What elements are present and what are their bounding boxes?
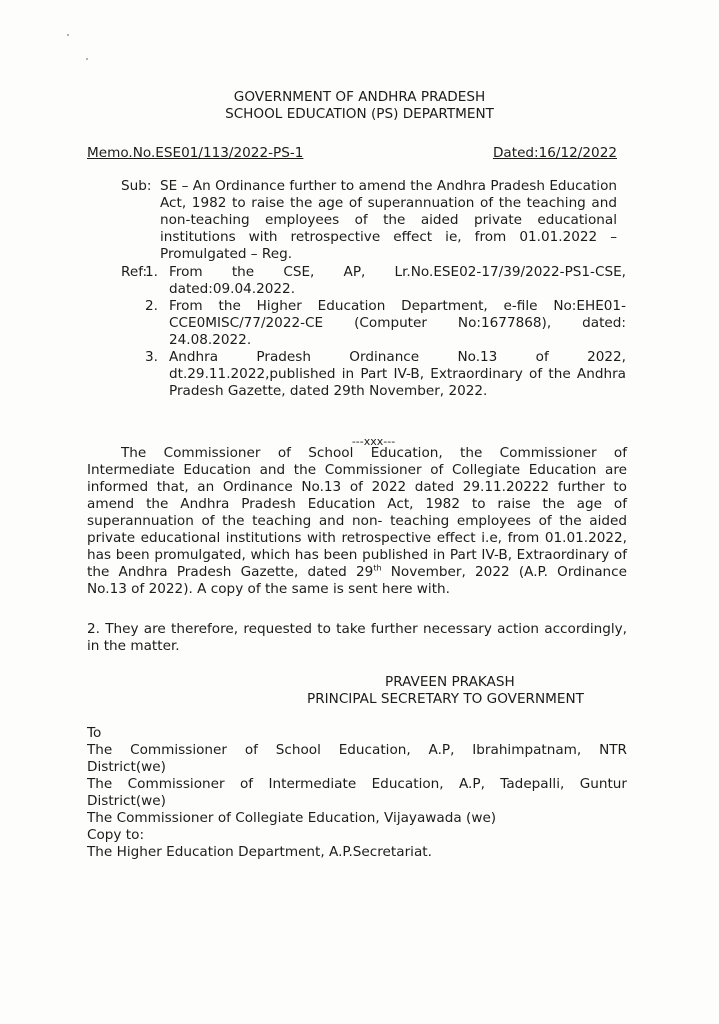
reference-text: From the CSE, AP, Lr.No.ESE02-17/39/2022-PS1-CSE, dated:09.04.2022. bbox=[169, 264, 626, 297]
reference-text: Andhra Pradesh Ordinance No.13 of 2022, dt.29.11.2022,published in Part IV-B, Extraordinary of the Andhra Pradesh Gazette, dated 29th November, 2022. bbox=[169, 349, 626, 399]
memo-date: Dated:16/12/2022 bbox=[492, 145, 617, 161]
signatory-name: PRAVEEN PRAKASH bbox=[385, 674, 515, 690]
recipient-line: District(we) bbox=[87, 759, 166, 775]
recipient-line: The Commissioner of Intermediate Education, A.P, Tadepalli, Guntur bbox=[87, 776, 627, 792]
reference-number: 1. bbox=[145, 264, 158, 280]
government-title: GOVERNMENT OF ANDHRA PRADESH bbox=[233, 89, 486, 105]
reference-item bbox=[145, 264, 626, 298]
reference-item bbox=[145, 349, 626, 400]
subject-label: Sub: bbox=[121, 178, 152, 194]
recipient-line: The Commissioner of Collegiate Education, Vijayawada (we) bbox=[87, 810, 497, 826]
scan-speck bbox=[67, 34, 69, 36]
reference-number: 2. bbox=[145, 298, 158, 314]
recipient-line: District(we) bbox=[87, 793, 166, 809]
body-paragraph-2: 2. They are therefore, requested to take further necessary action accordingly, in the matter. bbox=[87, 621, 627, 654]
recipient-line: The Commissioner of School Education, A.P, Ibrahimpatnam, NTR bbox=[87, 742, 627, 758]
letterhead bbox=[0, 89, 719, 123]
scan-speck bbox=[86, 58, 88, 60]
copy-recipient-line: The Higher Education Department, A.P.Secretariat. bbox=[87, 844, 432, 860]
body-paragraph-1 bbox=[87, 445, 627, 598]
subject-text: SE – An Ordinance further to amend the Andhra Pradesh Education Act, 1982 to raise the age of superannuation of the teaching and non-teaching employees of the aided private educational institutions with retrospective effect ie, from 01.01.2022 – Promulgated – Reg. bbox=[160, 178, 617, 262]
reference-number: 3. bbox=[145, 349, 158, 365]
body-paragraph-1-text-end: November, 2022 (A.P. Ordinance No.13 of 2022). A copy of the same is sent here with. bbox=[87, 564, 627, 597]
recipients-block bbox=[87, 725, 627, 861]
ordinal-suffix: th bbox=[373, 563, 382, 573]
references-label: Ref: bbox=[121, 264, 148, 280]
reference-item bbox=[145, 298, 626, 349]
section-separator: ---xxx--- bbox=[351, 435, 396, 448]
memo-number: Memo.No.ESE01/113/2022-PS-1 bbox=[87, 145, 304, 161]
body-paragraph-1-text: The Commissioner of School Education, the Commissioner of Intermediate Education and the Commissioner of Collegiate Education are informed that, an Ordinance No.13 of 2022 dated 29.11.20222 further to amend the Andhra Pradesh Education Act, 1982 to raise the age of superannuation of the teaching and non- teaching employees of the aided private educational institutions with retrospective effect i.e, from 01.01.2022, has been promulgated, which has been published in Part IV-B, Extraordinary of the Andhra Pradesh Gazette, dated 29 bbox=[87, 445, 627, 580]
reference-text: From the Higher Education Department, e-file No:EHE01-CCE0MISC/77/2022-CE (Computer No:1677868), dated: 24.08.2022. bbox=[169, 298, 626, 348]
department-title: SCHOOL EDUCATION (PS) DEPARTMENT bbox=[225, 106, 494, 122]
copy-to-label: Copy to: bbox=[87, 827, 145, 843]
to-label: To bbox=[87, 725, 102, 741]
signatory-designation: PRINCIPAL SECRETARY TO GOVERNMENT bbox=[307, 691, 584, 707]
references-list bbox=[145, 264, 626, 400]
